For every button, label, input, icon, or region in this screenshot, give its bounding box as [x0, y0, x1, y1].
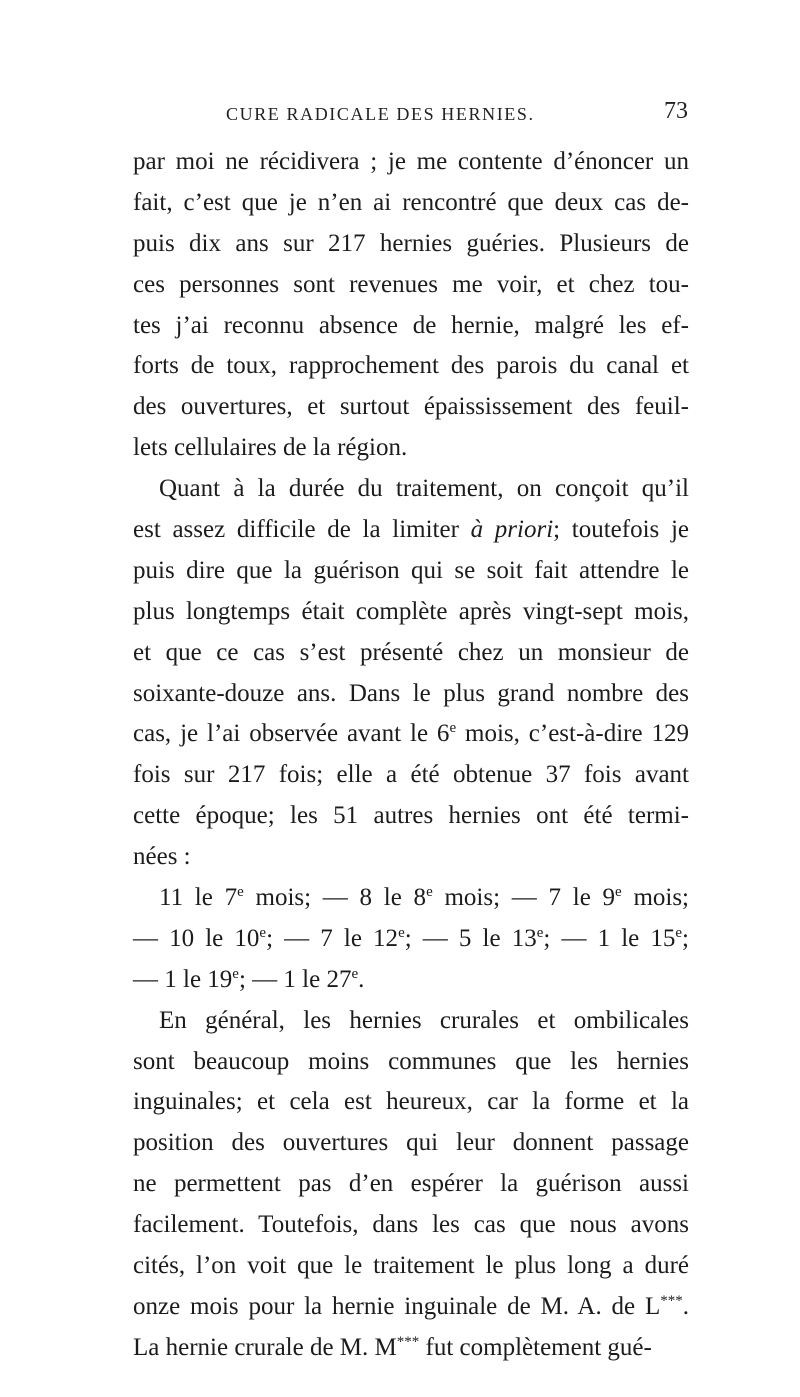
text-line: La hernie crurale de M. M*** fut complètement gué-: [133, 1333, 652, 1361]
text-line: lets cellulaires de la région.: [133, 434, 408, 462]
text-line: En général, les hernies crurales et ombilicales: [159, 1006, 689, 1034]
text-line: facilement. Toutefois, dans les cas que nous avons: [133, 1211, 689, 1239]
text-line: cette époque; les 51 autres hernies ont été termi-: [133, 802, 689, 830]
text-line: plus longtemps était complète après vingt-sept mois,: [133, 597, 689, 625]
running-title: CURE RADICALE DES HERNIES.: [226, 104, 535, 124]
text-line: forts de toux, rapprochement des parois du canal et: [133, 352, 689, 380]
text-line: puis dix ans sur 217 hernies guéries. Plusieurs de: [133, 229, 689, 257]
text-line: des ouvertures, et surtout épaississement des feuil-: [133, 393, 689, 421]
text-line: par moi ne récidivera ; je me contente d’énoncer un: [133, 148, 689, 175]
text-line: ne permettent pas d’en espérer la guérison aussi: [133, 1170, 689, 1198]
body-text: [133, 142, 689, 1369]
text-line: cas, je l’ai observée avant le 6e mois, c’est-à-dire 129: [133, 720, 689, 748]
text-line: onze mois pour la hernie inguinale de M. A. de L***.: [133, 1292, 689, 1320]
text-line: puis dire que la guérison qui se soit fait attendre le: [133, 556, 689, 584]
text-line: 11 le 7e mois; — 8 le 8e mois; — 7 le 9e mois;: [159, 884, 690, 912]
text-line: sont beaucoup moins communes que les hernies: [133, 1047, 689, 1075]
text-line: nées :: [133, 843, 191, 871]
text-line: ces personnes sont revenues me voir, et chez tou-: [133, 270, 689, 298]
text-line: fois sur 217 fois; elle a été obtenue 37 fois avant: [133, 761, 689, 789]
page-number: 73: [664, 98, 688, 124]
text-line: fait, c’est que je n’en ai rencontré que deux cas de-: [133, 188, 689, 216]
text-line: est assez difficile de la limiter à priori; toutefois je: [133, 516, 690, 544]
text-line: tes j’ai reconnu absence de hernie, malgré les ef-: [133, 311, 689, 339]
text-line: — 1 le 19e; — 1 le 27e.: [133, 965, 365, 993]
text-line: inguinales; et cela est heureux, car la forme et la: [133, 1088, 689, 1116]
text-line: cités, l’on voit que le traitement le plus long a duré: [133, 1252, 689, 1280]
page-header: [0, 92, 800, 132]
text-line: — 10 le 10e; — 7 le 12e; — 5 le 13e; — 1 le 15e;: [133, 924, 689, 952]
text-line: et que ce cas s’est présenté chez un monsieur de: [133, 638, 689, 666]
text-line: Quant à la durée du traitement, on conçoit qu’il: [159, 475, 689, 503]
text-line: soixante-douze ans. Dans le plus grand nombre des: [133, 679, 689, 707]
text-line: position des ouvertures qui leur donnent passage: [133, 1129, 689, 1157]
